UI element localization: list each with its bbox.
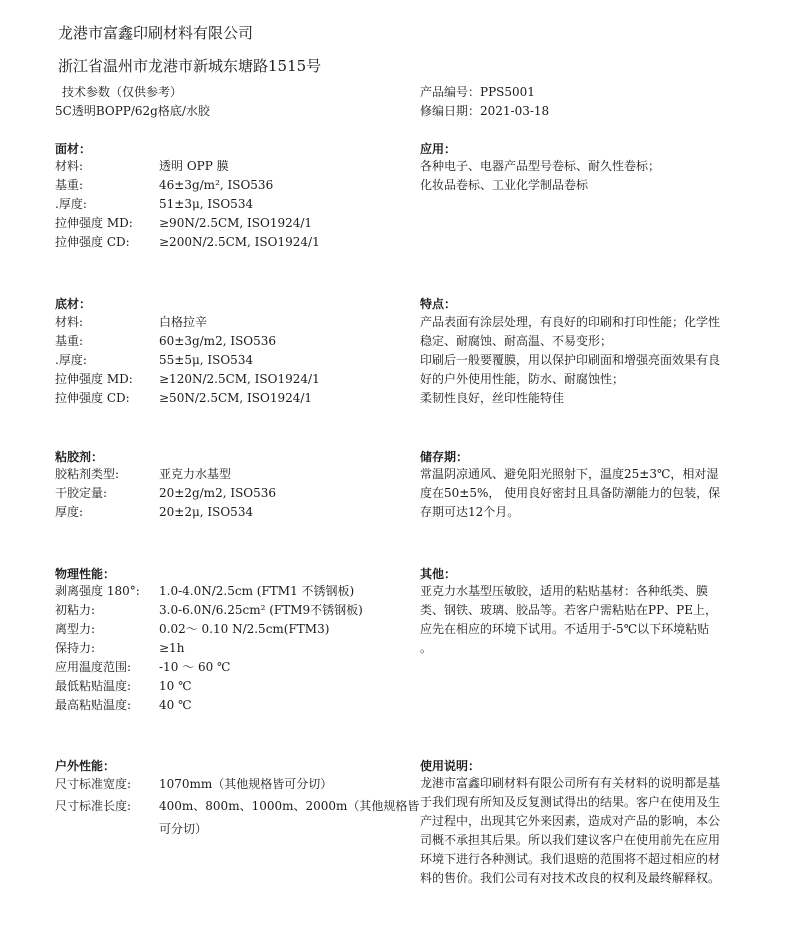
text-line: 好的户外使用性能，防水、耐腐蚀性； — [420, 372, 625, 386]
spec-value: -10 ～ 60 ℃ — [159, 660, 231, 674]
usage-notes-title: 使用说明： — [420, 759, 481, 773]
spec-value: 3.0-6.0N/6.25cm² (FTM9不锈钢板) — [159, 603, 363, 617]
usage-notes-text — [420, 774, 765, 888]
spec-value: 白格拉辛 — [159, 315, 208, 329]
text-line: 柔韧性良好，丝印性能特佳 — [420, 391, 565, 405]
spec-value: ≥1h — [159, 641, 185, 655]
text-line: 环境下进行各种测试。我们退赔的范围将不超过相应的材 — [420, 852, 721, 866]
text-line: 印刷后一般要覆膜，用以保护印刷面和增强亮面效果有良 — [420, 353, 721, 367]
spec-label: .厚度: — [55, 197, 87, 211]
text-line: 度在50±5%， 使用良好密封且具备防潮能力的包装，保 — [420, 486, 721, 500]
spec-value: ≥120N/2.5CM, ISO1924/1 — [159, 372, 320, 386]
spec-label: 基重: — [55, 178, 84, 192]
spec-label: 干胶定量: — [55, 486, 108, 500]
adhesive-title: 粘胶剂： — [55, 450, 104, 464]
spec-value: 20±2μ, ISO534 — [159, 505, 254, 519]
text-line: 亚克力水基型压敏胶，适用的粘贴基材：各种纸类、膜 — [420, 584, 709, 598]
text-line: 类、钢铁、玻璃、胶品等。若客户需粘贴在PP、PE上， — [420, 603, 717, 617]
other-title: 其他： — [420, 567, 457, 581]
spec-value-continuation: 可分切） — [159, 822, 208, 836]
product-code: 产品编号：PPS5001 — [420, 85, 535, 99]
features-text — [420, 313, 765, 408]
spec-label: 尺寸标准宽度: — [55, 777, 132, 791]
backing-material-title: 底材： — [55, 297, 92, 311]
spec-label: 剥离强度 180°: — [55, 584, 140, 598]
other-text — [420, 582, 765, 658]
company-address: 浙江省温州市龙港市新城东塘路1515号 — [58, 57, 322, 75]
spec-label: 材料: — [55, 159, 84, 173]
outdoor-performance-title: 户外性能： — [55, 759, 116, 773]
application-title: 应用： — [420, 142, 457, 156]
text-line: 稳定、耐腐蚀、耐高温、不易变形； — [420, 334, 613, 348]
spec-label: 离型力: — [55, 622, 96, 636]
product-description: 5C透明BOPP/62g格底/水胶 — [55, 104, 210, 118]
text-line: 化妆品卷标、工业化学制品卷标 — [420, 178, 589, 192]
text-line: 司概不承担其后果。所以我们建议客户在使用前先在应用 — [420, 833, 721, 847]
spec-label: 胶粘剂类型: — [55, 467, 120, 481]
text-line: 。 — [420, 641, 433, 655]
text-line: 各种电子、电器产品型号卷标、耐久性卷标； — [420, 159, 661, 173]
company-name: 龙港市富鑫印刷材料有限公司 — [58, 24, 254, 42]
spec-value: 51±3μ, ISO534 — [159, 197, 254, 211]
spec-label: 基重: — [55, 334, 84, 348]
spec-value: ≥90N/2.5CM, ISO1924/1 — [159, 216, 313, 230]
tech-reference-note: 技术参数（仅供参考） — [62, 85, 183, 99]
spec-label: .厚度: — [55, 353, 87, 367]
spec-value: ≥200N/2.5CM, ISO1924/1 — [159, 235, 320, 249]
spec-value: 亚克力水基型 — [159, 467, 232, 481]
spec-value: 1.0-4.0N/2.5cm (FTM1 不锈钢板) — [159, 584, 355, 598]
spec-value: 400m、800m、1000m、2000m（其他规格皆 — [159, 799, 420, 813]
spec-label: 厚度: — [55, 505, 84, 519]
spec-label: 材料: — [55, 315, 84, 329]
text-line: 常温阴凉通风、避免阳光照射下，温度25±3℃，相对湿 — [420, 467, 719, 481]
spec-label: 尺寸标准长度: — [55, 799, 132, 813]
spec-value: 20±2g/m2, ISO536 — [159, 486, 277, 500]
spec-label: 初粘力: — [55, 603, 96, 617]
storage-title: 储存期： — [420, 450, 469, 464]
spec-label: 最高粘贴温度: — [55, 698, 132, 712]
spec-value: 1070mm（其他规格皆可分切） — [159, 777, 333, 791]
spec-value: 60±3g/m2, ISO536 — [159, 334, 277, 348]
spec-value: 46±3g/m², ISO536 — [159, 178, 274, 192]
spec-label: 拉伸强度 MD: — [55, 216, 133, 230]
text-line: 产过程中，出现其它外来因素，造成对产品的影响，本公 — [420, 814, 721, 828]
spec-value: 0.02～ 0.10 N/2.5cm(FTM3) — [159, 622, 330, 636]
text-line: 应先在相应的环境下试用。不适用于-5℃以下环境粘贴 — [420, 622, 710, 636]
text-line: 产品表面有涂层处理，有良好的印刷和打印性能；化学性 — [420, 315, 721, 329]
text-line: 于我们现有所知及反复测试得出的结果。客户在使用及生 — [420, 795, 721, 809]
spec-value: 40 ℃ — [159, 698, 192, 712]
spec-label: 拉伸强度 CD: — [55, 235, 130, 249]
spec-label: 保持力: — [55, 641, 96, 655]
spec-value: 透明 OPP 膜 — [159, 159, 229, 173]
face-material-title: 面材： — [55, 142, 92, 156]
spec-label: 拉伸强度 MD: — [55, 372, 133, 386]
application-text — [420, 157, 765, 195]
storage-text — [420, 465, 765, 522]
spec-label: 应用温度范围: — [55, 660, 132, 674]
spec-label: 最低粘贴温度: — [55, 679, 132, 693]
spec-value: ≥50N/2.5CM, ISO1924/1 — [159, 391, 313, 405]
features-title: 特点： — [420, 297, 457, 311]
spec-value: 10 ℃ — [159, 679, 192, 693]
revision-date: 修编日期：2021-03-18 — [420, 104, 550, 118]
physical-properties-title: 物理性能： — [55, 567, 116, 581]
text-line: 存期可达12个月。 — [420, 505, 520, 519]
spec-label: 拉伸强度 CD: — [55, 391, 130, 405]
text-line: 料的售价。我们公司有对技术改良的权利及最终解释权。 — [420, 871, 721, 885]
spec-value: 55±5μ, ISO534 — [159, 353, 254, 367]
text-line: 龙港市富鑫印刷材料有限公司所有有关材料的说明都是基 — [420, 776, 721, 790]
